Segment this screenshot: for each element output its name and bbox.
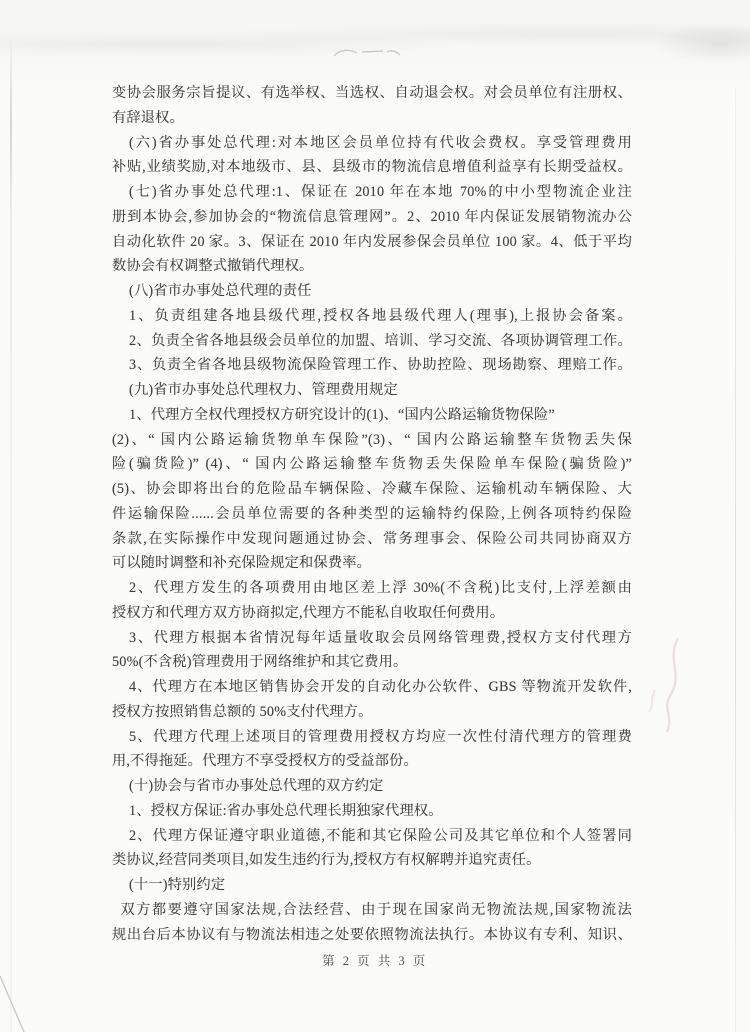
- document-line: 册到本协会,参加协会的“物流信息管理网”。2、2010 年内保证发展销物流办公: [112, 208, 632, 225]
- ink-smudge: [649, 638, 678, 732]
- document-line: 类协议,经营同类项目,如发生违约行为,授权方有权解聘并追究责任。: [112, 852, 541, 869]
- document-line: 用,不得拖延。代理方不享受授权方的受益部份。: [112, 753, 418, 770]
- page-edge-line-right: [735, 88, 736, 1032]
- document-line: 险(骗货险)” (4)、“ 国内公路运输整车货物丢失保险单车保险(骗货险)”: [112, 456, 632, 473]
- document-line: 5、代理方代理上述项目的管理费用授权方均应一次性付清代理方的管理费: [129, 728, 632, 745]
- pencil-mark: [334, 50, 400, 56]
- document-line: (九)省市办事处总代理权力、管理费用规定: [129, 382, 398, 398]
- document-line: 数协会有权调整式撤销代理权。: [112, 258, 314, 275]
- document-line: 有辞退权。: [112, 109, 184, 126]
- document-line: 件运输保险......会员单位需要的各种类型的运输特约保险,上例各项特约保险: [112, 505, 632, 522]
- document-line: 授权方按照销售总额的 50%支付代理方。: [112, 703, 373, 720]
- document-line: (5)、协会即将出台的危险品车辆保险、冷藏车保险、运输机动车辆保险、大: [112, 481, 632, 497]
- document-line: 变协会服务宗旨提议、有选举权、当选权、自动退会权。对会员单位有注册权、: [112, 85, 632, 101]
- page-number: 第 2 页 共 3 页: [322, 954, 428, 968]
- document-line: 2、代理方发生的各项费用由地区差上浮 30%(不含税)比支付,上浮差额由: [129, 580, 632, 596]
- document-line: 可以随时调整和补充保险规定和保费率。: [112, 555, 371, 572]
- document-line: (十)协会与省市办事处总代理的双方约定: [129, 778, 384, 794]
- document-line: 50%(不含税)管理费用于网络维护和其它费用。: [112, 654, 408, 671]
- document-line: 1、负责组建各地县级代理,授权各地县级代理人(理事),上报协会备案。: [129, 307, 632, 324]
- document-line: 补贴,业绩奖励,对本地级市、县、县级市的物流信息增值利益享有长期受益权。: [112, 159, 632, 176]
- document-line: 3、代理方根据本省情况每年适量收取会员网络管理费,授权方支付代理方: [129, 629, 632, 646]
- document-line: (八)省市办事处总代理的责任: [129, 283, 312, 299]
- document-line: 双方都要遵守国家法规,合法经营、由于现在国家尚无物流法规,国家物流法: [120, 901, 632, 918]
- document-line: (六)省办事处总代理:对本地区会员单位持有代收会费权。享受管理费用: [129, 134, 632, 151]
- document-line: 1、代理方全权代理授权方研究设计的(1)、“国内公路运输货物保险”: [129, 406, 555, 423]
- document-line: (七)省办事处总代理:1、保证在 2010 年在本地 70%的中小型物流企业注: [129, 184, 632, 200]
- document-line: 4、代理方在本地区销售协会开发的自动化办公软件、GBS 等物流开发软件,: [129, 679, 632, 695]
- document-line: (十一)特别约定: [129, 877, 226, 893]
- document-body: [112, 81, 632, 947]
- document-line: 2、代理方保证遵守职业道德,不能和其它保险公司及其它单位和个人签署同: [129, 827, 632, 844]
- document-line: 1、授权方保证:省办事处总代理长期独家代理权。: [129, 802, 443, 819]
- document-line: (2)、“ 国内公路运输货物单车保险”(3)、“ 国内公路运输整车货物丢失保: [112, 431, 632, 448]
- document-line: 条款,在实际操作中发现问题通过协会、常务理事会、保险公司共同协商双方: [112, 530, 632, 547]
- page-edge-line-left: [10, 36, 12, 1032]
- document-line: 3、负责全省各地县级物流保险管理工作、协助控险、现场勘察、理赔工作。: [129, 357, 632, 374]
- document-line: 2、负责全省各地县级会员单位的加盟、培训、学习交流、各项协调管理工作。: [129, 332, 632, 349]
- document-line: 规出台后本协议有与物流法相违之处要依照物流法执行。本协议有专利、知识、: [112, 926, 632, 943]
- document-line: 授权方和代理方双方协商拟定,代理方不能私自收取任何费用。: [112, 604, 505, 621]
- document-line: 自动化软件 20 家。3、保证在 2010 年内发展参保会员单位 100 家。4、低于平均: [112, 233, 632, 250]
- page-corner-fold-line: [0, 976, 24, 1032]
